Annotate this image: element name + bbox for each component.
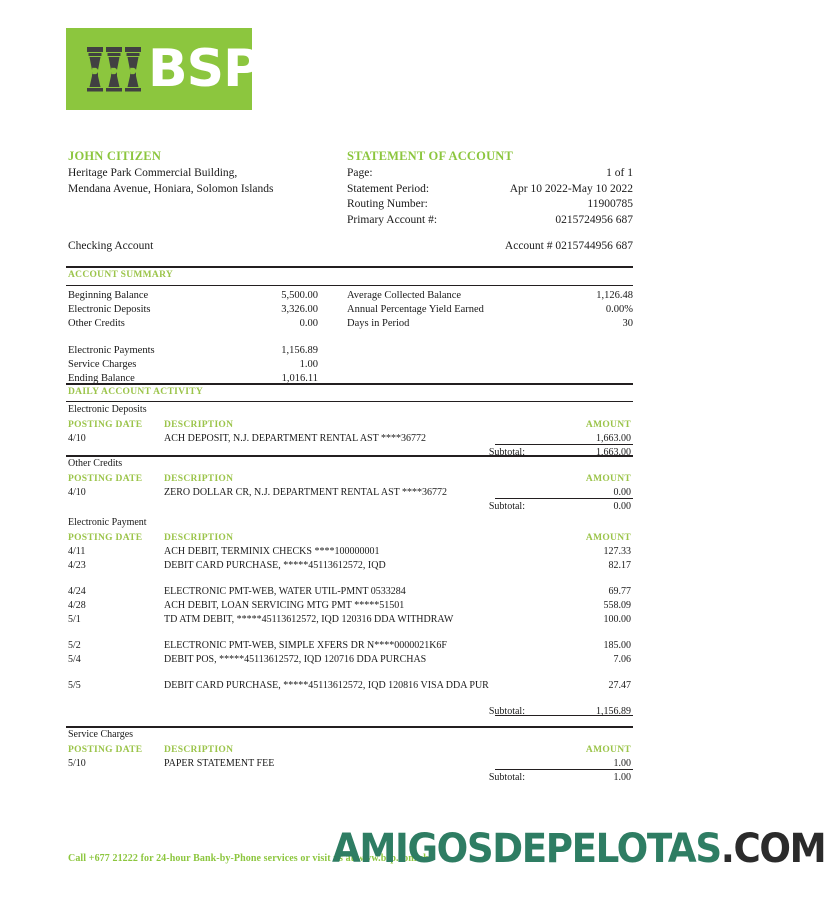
customer-address-line2: Mendana Avenue, Honiara, Solomon Islands xyxy=(68,182,274,195)
summary-row xyxy=(68,303,318,317)
summary-value: 30 xyxy=(622,318,633,329)
watermark-tld: .COM xyxy=(720,826,825,872)
subtotal-rule xyxy=(495,444,633,445)
statement-title: STATEMENT OF ACCOUNT xyxy=(347,149,514,163)
customer-address xyxy=(68,166,338,197)
col-amount: AMOUNT xyxy=(585,745,631,755)
col-description: DESCRIPTION xyxy=(164,474,234,484)
cell-description: PAPER STATEMENT FEE xyxy=(164,758,275,769)
cell-date: 4/28 xyxy=(68,600,86,611)
cell-description: ACH DEBIT, LOAN SERVICING MTG PMT *****51501 xyxy=(164,600,405,611)
statement-info-row xyxy=(347,182,633,198)
summary-label: Beginning Balance xyxy=(68,290,149,301)
summary-value: 5,500.00 xyxy=(281,290,318,301)
table-header-row xyxy=(68,418,631,432)
activity-table xyxy=(68,743,631,785)
summary-row xyxy=(347,289,633,303)
summary-label: Annual Percentage Yield Earned xyxy=(347,304,484,315)
subtotal-rule xyxy=(495,498,633,499)
account-type: Checking Account xyxy=(68,240,154,252)
drum-icon-3 xyxy=(124,46,142,92)
info-label: Page: xyxy=(347,167,373,179)
cell-amount: 82.17 xyxy=(608,560,631,571)
cell-date: 4/24 xyxy=(68,586,86,597)
subtotal-row xyxy=(68,446,631,460)
drum-icon xyxy=(86,46,142,92)
customer-address-line1: Heritage Park Commercial Building, xyxy=(68,167,238,179)
info-label: Primary Account #: xyxy=(347,213,438,226)
summary-value: 3,326.00 xyxy=(281,304,318,315)
subtotal-amount: 1,156.89 xyxy=(596,706,631,717)
info-value: 0215724956 687 xyxy=(555,213,633,226)
table-row xyxy=(68,599,631,613)
col-amount: AMOUNT xyxy=(585,474,631,484)
summary-row xyxy=(68,344,318,358)
summary-label: Service Charges xyxy=(68,359,137,370)
summary-value: 0.00% xyxy=(605,304,633,315)
cell-amount: 69.77 xyxy=(608,586,631,597)
summary-label: Electronic Deposits xyxy=(68,304,151,315)
subtotal-label: Subtotal: xyxy=(488,501,525,512)
col-amount: AMOUNT xyxy=(585,533,631,543)
group-name: Electronic Deposits xyxy=(68,404,147,415)
activity-table xyxy=(68,472,631,514)
col-description: DESCRIPTION xyxy=(164,420,234,430)
summary-row xyxy=(68,289,318,303)
cell-amount: 558.09 xyxy=(603,600,631,611)
summary-value: 1,016.11 xyxy=(281,373,318,384)
activity-table xyxy=(68,418,631,460)
summary-right xyxy=(347,289,633,331)
summary-label: Days in Period xyxy=(347,318,410,329)
info-value: 11900785 xyxy=(587,198,633,210)
logo-wordmark: BSP xyxy=(148,39,261,99)
divider xyxy=(66,383,633,385)
cell-amount: 100.00 xyxy=(603,614,631,625)
summary-value: 1.00 xyxy=(299,359,318,370)
cell-amount: 27.47 xyxy=(608,680,631,691)
cell-date: 5/4 xyxy=(68,654,81,665)
cell-date: 5/2 xyxy=(68,640,81,651)
summary-label: Ending Balance xyxy=(68,373,135,384)
table-row xyxy=(68,545,631,559)
drum-icon-2 xyxy=(105,46,123,92)
cell-amount: 185.00 xyxy=(603,640,631,651)
group-name: Service Charges xyxy=(68,729,134,740)
table-row xyxy=(68,653,631,667)
group-name: Other Credits xyxy=(68,458,123,469)
cell-description: ELECTRONIC PMT-WEB, SIMPLE XFERS DR N****0000021K6F xyxy=(164,640,447,651)
summary-row xyxy=(68,358,318,372)
table-row-spacer xyxy=(68,627,631,639)
cell-date: 5/5 xyxy=(68,680,81,691)
summary-value: 1,156.89 xyxy=(281,345,318,356)
table-header-row xyxy=(68,531,631,545)
summary-row xyxy=(347,303,633,317)
divider xyxy=(66,726,633,728)
subtotal-label: Subtotal: xyxy=(488,772,525,783)
account-number: Account # 0215744956 687 xyxy=(504,240,633,252)
subtotal-rule xyxy=(495,769,633,770)
customer-name: JOHN CITIZEN xyxy=(68,149,162,163)
summary-label: Average Collected Balance xyxy=(347,290,462,301)
col-posting-date: POSTING DATE xyxy=(68,745,143,755)
activity-table xyxy=(68,531,631,719)
cell-description: ACH DEPOSIT, N.J. DEPARTMENT RENTAL AST ****36772 xyxy=(164,433,427,444)
summary-label: Electronic Payments xyxy=(68,345,155,356)
drum-icon-1 xyxy=(86,46,104,92)
table-row-spacer xyxy=(68,573,631,585)
bsp-logo xyxy=(66,28,261,110)
divider xyxy=(66,455,633,457)
watermark-name: AMIGOSDEPELOTAS xyxy=(332,826,721,872)
cell-description: ZERO DOLLAR CR, N.J. DEPARTMENT RENTAL AST ****36772 xyxy=(164,487,448,498)
table-row xyxy=(68,613,631,627)
col-posting-date: POSTING DATE xyxy=(68,533,143,543)
account-line xyxy=(68,240,633,252)
statement-info-row xyxy=(347,213,633,229)
statement-info-row xyxy=(347,166,633,182)
summary-value: 0.00 xyxy=(299,318,318,329)
account-summary-heading: ACCOUNT SUMMARY xyxy=(68,270,174,280)
subtotal-amount: 1.00 xyxy=(613,772,631,783)
cell-amount: 0.00 xyxy=(613,487,631,498)
footer-text: Call +677 21222 for 24-hour Bank-by-Phone services or visit us at www.bsp.com.sb xyxy=(68,853,429,864)
col-amount: AMOUNT xyxy=(585,420,631,430)
col-description: DESCRIPTION xyxy=(164,745,234,755)
divider xyxy=(66,266,633,268)
table-row xyxy=(68,559,631,573)
info-label: Routing Number: xyxy=(347,198,428,210)
daily-activity-heading: DAILY ACCOUNT ACTIVITY xyxy=(68,387,204,397)
table-row-spacer xyxy=(68,667,631,679)
col-posting-date: POSTING DATE xyxy=(68,420,143,430)
table-header-row xyxy=(68,472,631,486)
statement-info-table xyxy=(347,166,633,228)
subtotal-amount: 0.00 xyxy=(613,501,631,512)
cell-date: 4/23 xyxy=(68,560,86,571)
cell-amount: 1.00 xyxy=(613,758,631,769)
cell-amount: 127.33 xyxy=(603,546,631,557)
col-posting-date: POSTING DATE xyxy=(68,474,143,484)
cell-date: 4/11 xyxy=(68,546,86,557)
table-row xyxy=(68,639,631,653)
info-value: Apr 10 2022-May 10 2022 xyxy=(509,182,633,195)
statement-info-row xyxy=(347,197,633,213)
table-row-spacer xyxy=(68,693,631,705)
info-value: 1 of 1 xyxy=(606,167,633,179)
cell-date: 4/10 xyxy=(68,487,86,498)
cell-date: 5/1 xyxy=(68,614,81,625)
cell-amount: 7.06 xyxy=(613,654,631,665)
cell-description: ELECTRONIC PMT-WEB, WATER UTIL-PMNT 0533284 xyxy=(164,586,406,597)
cell-description: ACH DEBIT, TERMINIX CHECKS ****100000001 xyxy=(164,546,380,557)
table-row xyxy=(68,585,631,599)
cell-description: TD ATM DEBIT, *****45113612572, IQD 120316 DDA WITHDRAW xyxy=(164,614,454,625)
table-header-row xyxy=(68,743,631,757)
table-row xyxy=(68,679,631,693)
summary-left xyxy=(68,289,318,386)
subtotal-label: Subtotal: xyxy=(488,447,525,458)
watermark xyxy=(332,828,825,870)
divider xyxy=(66,401,633,402)
cell-description: DEBIT POS, *****45113612572, IQD 120716 DDA PURCHAS xyxy=(164,654,427,665)
cell-description: DEBIT CARD PURCHASE, *****45113612572, IQD xyxy=(164,560,386,571)
info-label: Statement Period: xyxy=(347,182,430,195)
summary-row xyxy=(347,317,633,331)
cell-date: 5/10 xyxy=(68,758,86,769)
summary-label: Other Credits xyxy=(68,318,125,329)
group-name: Electronic Payment xyxy=(68,517,147,528)
cell-description: DEBIT CARD PURCHASE, *****45113612572, IQD 120816 VISA DDA PUR xyxy=(164,680,489,691)
subtotal-rule xyxy=(495,715,633,716)
divider xyxy=(66,285,633,286)
summary-value: 1,126.48 xyxy=(596,290,633,301)
cell-date: 4/10 xyxy=(68,433,86,444)
summary-row-spacer xyxy=(68,331,318,344)
subtotal-row xyxy=(68,500,631,514)
subtotal-row xyxy=(68,705,631,719)
summary-row xyxy=(68,317,318,331)
col-description: DESCRIPTION xyxy=(164,533,234,543)
subtotal-row xyxy=(68,771,631,785)
cell-amount: 1,663.00 xyxy=(596,433,631,444)
subtotal-label: Subtotal: xyxy=(488,706,525,717)
subtotal-amount: 1,663.00 xyxy=(596,447,631,458)
